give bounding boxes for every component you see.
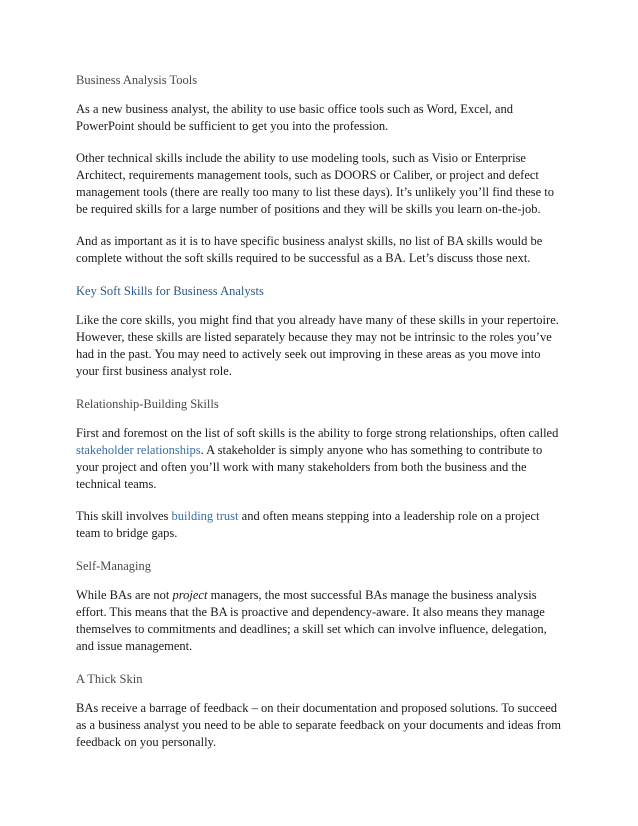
text-segment: While BAs are not (76, 588, 173, 602)
link-stakeholder-relationships[interactable]: stakeholder relationships (76, 443, 201, 457)
text-segment: . A stakeholder is simply anyone who has something to contribute to your project and often you’ll work with many stakeholders from both the business and the technical teams. (76, 443, 543, 491)
paragraph-relationships (76, 425, 566, 493)
heading-key-soft-skills: Key Soft Skills for Business Analysts (76, 284, 264, 298)
link-building-trust[interactable]: building trust (171, 509, 239, 523)
text-segment: managers, the most successful BAs manage the business analysis effort. This means that the BA is proactive and dependency-aware. It also means they manage themselves to commitments and deadlines; a skill set which can involve influence, delegation, and issue management. (76, 588, 547, 653)
document-page (76, 72, 566, 766)
paragraph-self-managing (76, 587, 566, 655)
text-segment: This skill involves (76, 509, 172, 523)
emphasis-project: project (172, 588, 208, 602)
heading-business-analysis-tools: Business Analysis Tools (76, 73, 198, 87)
paragraph-tools-intro: As a new business analyst, the ability to use basic office tools such as Word, Excel, and PowerPoint should be sufficient to get you into the profession. (76, 102, 513, 133)
heading-self-managing: Self-Managing (76, 559, 151, 573)
paragraph-thick-skin: BAs receive a barrage of feedback – on their documentation and proposed solutions. To succeed as a business analyst you need to be able to separate feedback on your documents and ideas from feedback on you personally. (76, 701, 561, 749)
paragraph-building-trust (76, 508, 566, 542)
paragraph-soft-skills-lead: And as important as it is to have specific business analyst skills, no list of BA skills would be complete without the soft skills required to be successful as a BA. Let’s discuss those next. (76, 234, 543, 265)
text-segment: and often means stepping into a leadership role on a project team to bridge gaps. (76, 509, 540, 540)
heading-thick-skin: A Thick Skin (76, 672, 143, 686)
paragraph-soft-skills: Like the core skills, you might find that you already have many of these skills in your repertoire. However, these skills are listed separately because they may not be intrinsic to the roles you’ve had in the past. You may need to actively seek out improving in these areas as you move into your first business analyst role. (76, 313, 559, 378)
text-segment: First and foremost on the list of soft skills is the ability to forge strong relationships, often called (76, 426, 559, 440)
paragraph-technical-skills: Other technical skills include the ability to use modeling tools, such as Visio or Enterprise Architect, requirements management tools, such as DOORS or Caliber, or project and defect management tools (there are really too many to list these days). It’s unlikely you’ll find these to be required skills for a large number of positions and they will be skills you learn on-the-job. (76, 151, 555, 216)
heading-relationship-building: Relationship-Building Skills (76, 397, 219, 411)
